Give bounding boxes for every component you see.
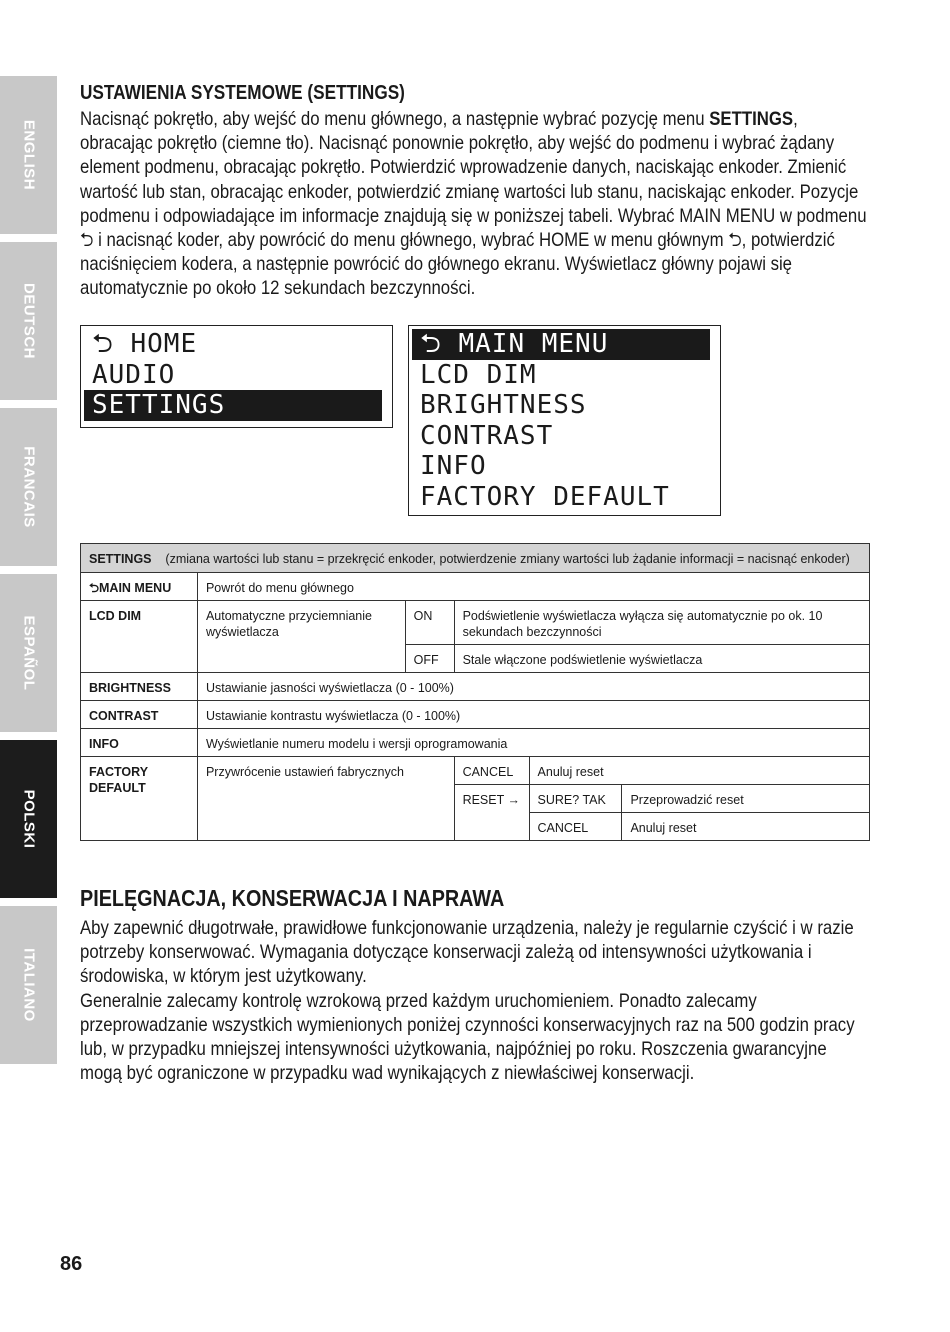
option-desc: Anuluj reset	[529, 757, 869, 785]
row-desc: Wyświetlanie numeru modelu i wersji oprogramowania	[197, 729, 869, 757]
tab-label: POLSKI	[20, 789, 37, 849]
lcd-row: INFO	[420, 451, 487, 481]
tab-label: ITALIANO	[20, 948, 37, 1022]
table-header-row	[81, 544, 870, 573]
row-desc: Automatyczne przyciemnianie wyświetlacza	[197, 601, 405, 673]
table-row	[81, 701, 870, 729]
row-key: CONTRAST	[81, 701, 198, 729]
sub-option-value: CANCEL	[529, 813, 622, 841]
row-key: FACTORY DEFAULT	[81, 757, 198, 841]
sub-option-desc: Przeprowadzić reset	[622, 785, 870, 813]
row-desc: Ustawianie kontrastu wyświetlacza (0 - 100%)	[197, 701, 869, 729]
tab-polski	[0, 740, 57, 898]
section-title: USTAWIENIA SYSTEMOWE (SETTINGS)	[80, 82, 405, 104]
option-desc: Stale włączone podświetlenie wyświetlacza	[454, 645, 869, 673]
settings-table	[80, 543, 870, 841]
tab-label: ESPAÑOL	[20, 615, 37, 691]
tab-espanol	[0, 574, 57, 732]
lcd-row: BRIGHTNESS	[420, 390, 587, 420]
option-value: CANCEL	[454, 757, 529, 785]
lcd-row: LCD DIM	[420, 359, 537, 390]
lcd-row: AUDIO	[92, 359, 176, 390]
row-key: ⮌MAIN MENU	[81, 573, 198, 601]
maintenance-section	[80, 885, 872, 1085]
table-row	[81, 673, 870, 701]
lcd-row-selected: SETTINGS	[84, 390, 382, 421]
section-title: PIELĘGNACJA, KONSERWACJA I NAPRAWA	[80, 885, 505, 911]
page-number: 86	[60, 1253, 83, 1275]
tab-francais	[0, 408, 57, 566]
row-key: INFO	[81, 729, 198, 757]
row-desc: Ustawianie jasności wyświetlacza (0 - 100%)	[197, 673, 869, 701]
settings-section	[80, 82, 872, 301]
section-body: Nacisnąć pokrętło, aby wejść do menu głównego, a następnie wybrać pozycję menu SETTINGS, obracając pokrętło (ciemne tło). Nacisnąć ponownie pokrętło, aby wejść do podmenu i wybrać żądany element podmenu, obracając pokrętło. Potwierdzić wprowadzenie danych, naciskając enkoder. Zmienić wartość lub stan, obracając enkoder, potwierdzić zmianę wartości lub stanu, naciskając enkoder. Pozycje podmenu i odpowiadające im informacje znajdują się w poniższej tabeli. Wybrać MAIN MENU w podmenu ⮌ i nacisnąć koder, aby powrócić do menu głównego, wybrać HOME w menu głównym ⮌, potwierdzić naciśnięciem kodera, a następnie powrócić do głównego ekranu. Wyświetlacz główny pojawi się automatycznie po około 12 sekundach bezczynności.	[80, 108, 867, 300]
row-key: LCD DIM	[81, 601, 198, 673]
language-tabs	[0, 76, 57, 1072]
tab-english	[0, 76, 57, 234]
tab-italiano	[0, 906, 57, 1064]
option-value: ON	[405, 601, 454, 645]
table-header: SETTINGS (zmiana wartości lub stanu = przekręcić enkoder, potwierdzenie zmiany wartości lub żądanie informacji = nacisnąć enkoder)	[81, 544, 870, 573]
table-row	[81, 573, 870, 601]
tab-label: DEUTSCH	[20, 282, 37, 360]
option-value: RESET →	[454, 785, 529, 841]
lcd-row: ⮌ HOME	[92, 329, 198, 359]
table-row	[81, 601, 870, 645]
lcd-row-selected: ⮌ MAIN MENU	[412, 329, 710, 360]
row-desc: Powrót do menu głównego	[197, 573, 869, 601]
section-body: Generalnie zalecamy kontrolę wzrokową przed każdym uruchomieniem. Ponadto zalecamy przeprowadzanie wszystkich wymienionych poniżej czynności konserwacyjnych raz na 500 godzin pracy lub, w przypadku mniejszej intensywności użytkowania, najpóźniej po roku. Roszczenia gwarancyjne mogą być ograniczone w przypadku wad wynikających z niewłaściwej konserwacji.	[80, 989, 855, 1085]
back-arrow-icon: ⮌	[80, 229, 94, 252]
tab-deutsch	[0, 242, 57, 400]
table-row	[81, 757, 870, 785]
lcd-settings-menu	[408, 325, 721, 516]
tab-label: FRANCAIS	[20, 446, 37, 528]
back-arrow-icon: ⮌	[728, 229, 742, 252]
lcd-row: FACTORY DEFAULT	[420, 481, 670, 512]
section-body: Aby zapewnić długotrwałe, prawidłowe funkcjonowanie urządzenia, należy je regularnie czyścić i w razie potrzeby konserwować. Wymagania dotyczące konserwacji zależą od intensywności użytkowania i środowiska, w którym jest użytkowany.	[80, 917, 854, 988]
lcd-row: CONTRAST	[420, 420, 554, 451]
table-row	[81, 729, 870, 757]
row-key: BRIGHTNESS	[81, 673, 198, 701]
sub-option-value: SURE? TAK	[529, 785, 622, 813]
sub-option-desc: Anuluj reset	[622, 813, 870, 841]
lcd-main-menu	[80, 325, 393, 428]
option-desc: Podświetlenie wyświetlacza wyłącza się automatycznie po ok. 10 sekundach bezczynności	[454, 601, 869, 645]
row-desc: Przywrócenie ustawień fabrycznych	[197, 757, 454, 841]
tab-label: ENGLISH	[20, 119, 37, 191]
option-value: OFF	[405, 645, 454, 673]
